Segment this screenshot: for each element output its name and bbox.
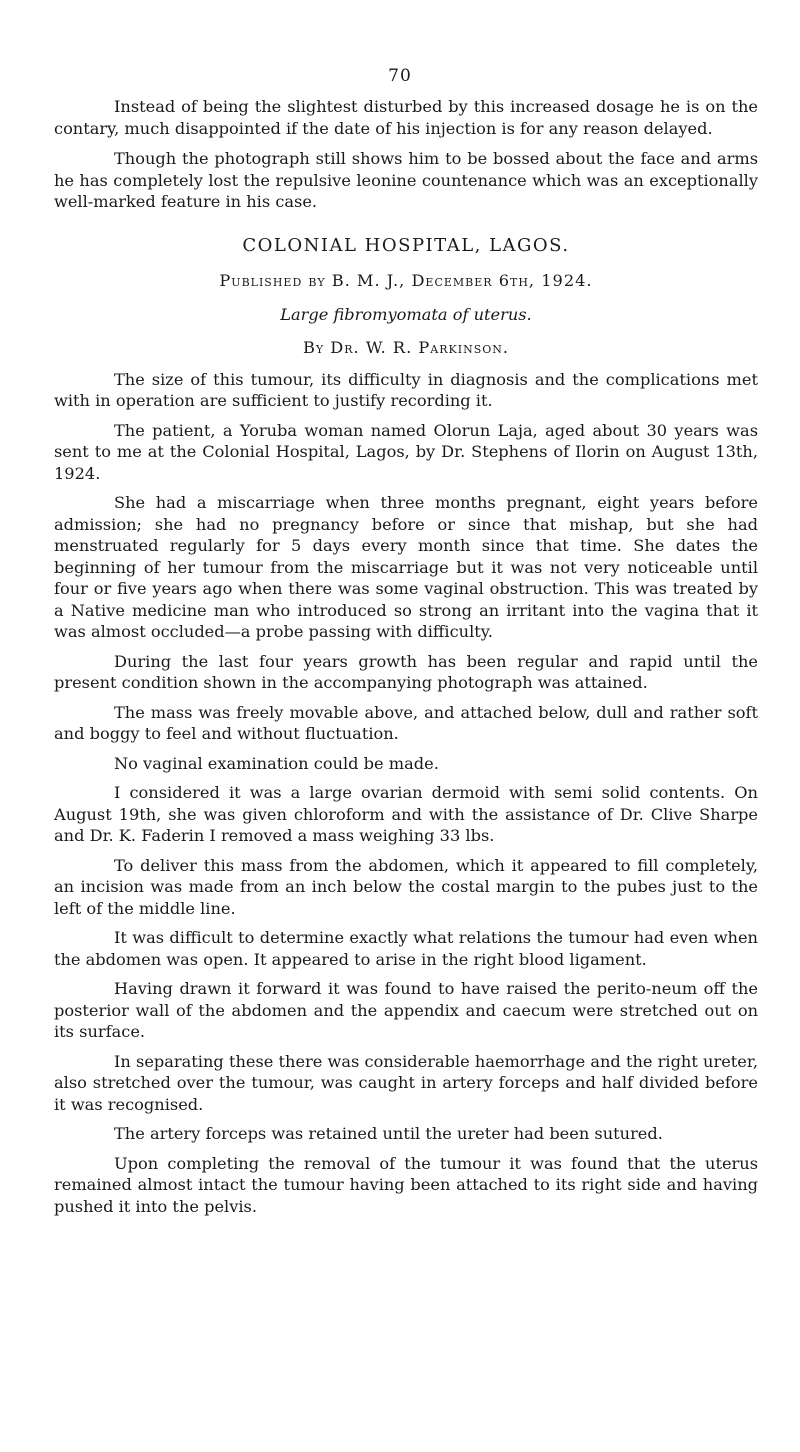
- article-author: By Dr. W. R. Parkinson.: [302, 338, 510, 357]
- paragraph: The mass was freely movable above, and attached below, dull and rather soft and boggy to feel and without fluctuation.: [54, 702, 758, 743]
- paragraph: During the last four years growth has been regular and rapid until the present condition shown in the accompanying photograph was attained.: [54, 651, 758, 692]
- paragraph: To deliver this mass from the abdomen, which it appeared to fill completely, an incision was made from an inch below the costal margin to the pubes just to the left of the middle line.: [54, 855, 758, 918]
- published-line: Published by B. M. J., December 6th, 1924.: [219, 271, 593, 290]
- paragraph: The artery forceps was retained until the ureter had been sutured.: [114, 1124, 663, 1143]
- paragraph: Having drawn it forward it was found to have raised the perito-neum off the posterior wall of the abdomen and the appendix and caecum were stretched out on its surface.: [54, 979, 758, 1041]
- paragraph: In separating these there was considerable haemorrhage and the right ureter, also stretched over the tumour, was caught in artery forceps and half divided before it was recognised.: [54, 1051, 758, 1114]
- paragraph: I considered it was a large ovarian dermoid with semi solid contents. On August 19th, she was given chloroform and with the assistance of Dr. Clive Sharpe and Dr. K. Faderin I removed a mass weighing 33 lbs.: [54, 783, 758, 845]
- paragraph: Upon completing the removal of the tumour it was found that the uterus remained almost intact the tumour having been attached to its right side and having pushed it into the pelvis.: [54, 1153, 758, 1216]
- page-number: 70: [388, 66, 412, 86]
- article-subtitle: Large fibromyomata of uterus.: [280, 304, 532, 324]
- paragraph: It was difficult to determine exactly what relations the tumour had even when the abdomen was open. It appeared to arise in the right blood ligament.: [54, 928, 758, 969]
- paragraph: No vaginal examination could be made.: [114, 753, 439, 773]
- intro-paragraph-2: Though the photograph still shows him to be bossed about the face and arms he has completely lost the repulsive leonine countenance which was an exceptionally well-marked feature in his case.: [54, 149, 758, 211]
- paragraph: The patient, a Yoruba woman named Olorun Laja, aged about 30 years was sent to me at the Colonial Hospital, Lagos, by Dr. Stephens of Ilorin on August 13th, 1924.: [54, 420, 758, 483]
- article-heading: COLONIAL HOSPITAL, LAGOS.: [242, 234, 570, 256]
- body-text: [54, 96, 758, 1225]
- paragraph: She had a miscarriage when three months pregnant, eight years before admission; she had no pregnancy before or since that mishap, but she had menstruated regularly for 5 days every month since that time. She dates the beginning of her tumour from the miscarriage but it was not very noticeable until four or five years ago when there was some vaginal obstruction. This was treated by a Native medicine man who introduced so strong an irritant into the vagina that it was almost occluded—a probe passing with difficulty.: [54, 493, 758, 641]
- paragraph: The size of this tumour, its difficulty in diagnosis and the complications met with in operation are sufficient to justify recording it.: [54, 369, 758, 410]
- intro-paragraph-1: Instead of being the slightest disturbed by this increased dosage he is on the contary, much disappointed if the date of his injection is for any reason delayed.: [54, 97, 758, 138]
